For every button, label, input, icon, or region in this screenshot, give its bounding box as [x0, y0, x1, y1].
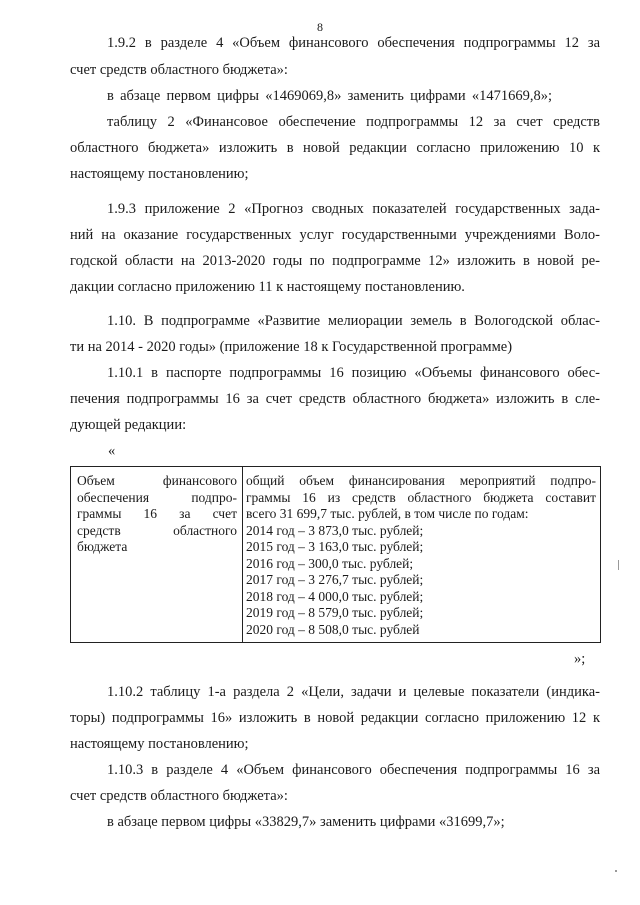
page-number: 8 — [317, 20, 323, 34]
table-left-line: граммы 16 за счет — [77, 506, 237, 521]
text-line: торы) подпрограммы 16» изложить в новой редакции согласно приложению 12 к — [70, 710, 600, 726]
table-left-line: средств областного — [77, 522, 237, 538]
text-line: ти на 2014 - 2020 годы» (приложение 18 к Государственной программе) — [70, 339, 513, 355]
text-line: настоящему постановлению; — [70, 736, 249, 752]
text-line: таблицу 2 «Финансовое обеспечение подпрограммы 12 за счет средств — [107, 114, 600, 130]
table-right-line: общий объем финансирования мероприятий подпро- — [246, 473, 596, 488]
scan-speck — [615, 870, 617, 872]
table-right-line: 2016 год – 300,0 тыс. рублей; — [246, 555, 414, 571]
funding-table — [70, 466, 601, 643]
scan-speck — [618, 560, 619, 570]
text-line: дакции согласно приложению 11 к настоящему постановлению. — [70, 279, 465, 295]
text-line: 1.10.3 в разделе 4 «Объем финансового обеспечения подпрограммы 16 за — [107, 762, 600, 778]
text-line: 1.10. В подпрограмме «Развитие мелиорации земель в Вологодской облас- — [107, 313, 600, 329]
text-line: годской области на 2013-2020 годы по подпрограмме 12» изложить в новой ре- — [70, 253, 600, 269]
text-line: дующей редакции: — [70, 417, 187, 433]
table-right-line: 2017 год – 3 276,7 тыс. рублей; — [246, 572, 424, 587]
text-line: областного бюджета» изложить в новой редакции согласно приложению 10 к — [70, 140, 600, 156]
table-right-line: всего 31 699,7 тыс. рублей, в том числе по годам: — [246, 506, 529, 521]
table-left-line: Объем финансового — [77, 473, 237, 488]
table-column-divider — [242, 467, 243, 642]
text-line: 1.9.2 в разделе 4 «Объем финансового обеспечения подпрограммы 12 за — [107, 35, 600, 51]
text-line: 1.9.3 приложение 2 «Прогноз сводных показателей государственных зада- — [107, 201, 600, 217]
text-line: 1.10.2 таблицу 1-а раздела 2 «Цели, задачи и целевые показатели (индика- — [107, 684, 600, 700]
text-line: ний на оказание государственных услуг государственными учреждениями Воло- — [70, 227, 600, 243]
table-right-line: 2015 год – 3 163,0 тыс. рублей; — [246, 539, 424, 554]
table-right-line: 2020 год – 8 508,0 тыс. рублей — [246, 621, 420, 637]
text-line: 1.10.1 в паспорте подпрограммы 16 позицию «Объемы финансового обес- — [107, 365, 600, 381]
table-left-line: бюджета — [77, 539, 128, 554]
table-right-line: 2019 год – 8 579,0 тыс. рублей; — [246, 605, 424, 620]
text-line: счет средств областного бюджета»: — [70, 788, 288, 804]
text-line: настоящему постановлению; — [70, 166, 249, 182]
closing-quote: »; — [574, 651, 586, 667]
text-line: в абзаце первом цифры «33829,7» заменить цифрами «31699,7»; — [107, 814, 505, 830]
table-left-line: обеспечения подпро- — [77, 489, 237, 505]
text-line: печения подпрограммы 16 за счет средств областного бюджета» изложить в сле- — [70, 391, 600, 407]
opening-quote: « — [108, 443, 116, 459]
table-right-line: граммы 16 из средств областного бюджета составит — [246, 489, 596, 505]
text-line: счет средств областного бюджета»: — [70, 62, 288, 78]
text-line: в абзаце первом цифры «1469069,8» заменить цифрами «1471669,8»; — [107, 88, 552, 104]
table-right-line: 2014 год – 3 873,0 тыс. рублей; — [246, 522, 424, 538]
table-right-line: 2018 год – 4 000,0 тыс. рублей; — [246, 588, 424, 604]
